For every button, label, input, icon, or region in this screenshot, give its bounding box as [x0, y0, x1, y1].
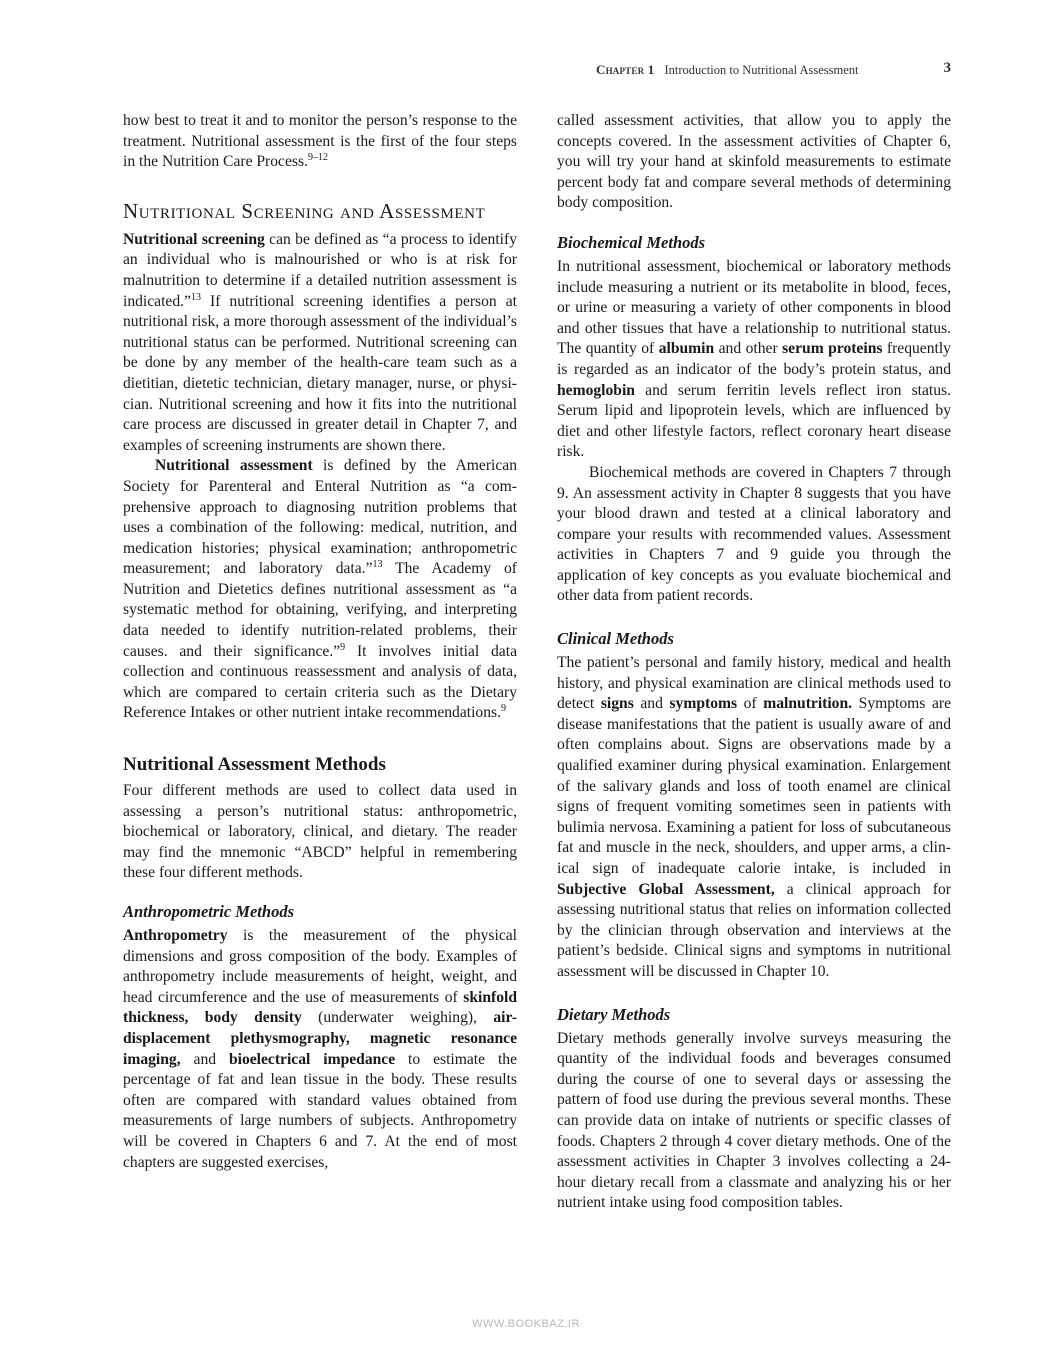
assessment-paragraph	[123, 456, 517, 724]
subheading-biochemical: Biochemical Methods	[557, 232, 706, 252]
chapter-title: Introduction to Nutritional Assessment	[664, 63, 859, 77]
chapter-label: Chapter 1	[596, 62, 655, 77]
dietary-paragraph: Dietary methods generally involve surveys measuring the quantity of the individual foods and beverages consumed during the course of one to several days or assessing the pattern of food use during the previous several months. These can provide data on intake of nutrients or specific classes of foods. Chapters 2 through 4 cover dietary methods. One of the assessment activities in Chapter 3 involves collecting a 24-hour dietary recall from a classmate and analyzing his or her nutrient intake using food composition tables.	[557, 1029, 951, 1212]
text-span: The patient’s personal and family history, medical and health history, and physical examination are clinical methods used to detect	[557, 654, 951, 713]
term-nutritional-screening: Nutritional screening	[123, 230, 265, 248]
text-span: and other	[714, 340, 783, 358]
subheading-anthropometric: Anthropometric Methods	[123, 902, 294, 921]
intro-paragraph	[123, 111, 517, 173]
clinical-paragraph	[557, 653, 951, 983]
text-span: In nutritional assessment, biochemical or laboratory methods include measuring a nutrient or its metabolite in blood, feces, or urine or measuring a variety of other components in blood and other tissues that have a relationship to nutritional status. The quantity of	[557, 257, 951, 358]
watermark-link[interactable]: WWW.BOOKBAZ.IR	[472, 1318, 580, 1330]
text-span: a clinical approach for assessing nutritional status that relies on information collected by the clinician through observation and interviews at the patient’s bedside. Clinical signs and symptoms in nutritional assessment will be discussed in Chapter 10.	[557, 880, 951, 980]
text-span: to estimate the percentage of fat and lean tissue in the body. These results often are compared with standard values obtained from measurements of large numbers of subjects. Anthropometry will be covered in Chapters 6 and 7. At the end of most chapters are suggested exercises,	[123, 1050, 517, 1171]
continued-paragraph: called assessment activities, that allow you to apply the concepts covered. In the assessment activities of Chapter 6, you will try your hand at skinfold measurements to estimate percent body fat and compare several methods of determining body composition.	[557, 112, 951, 212]
text-span: can be defined as “a process to identify an individual who is malnourished or who is at risk for malnutrition to determine if a detailed nutrition assessment is indicated.”	[123, 230, 517, 310]
text-span: (underwater weighing),	[301, 1009, 494, 1027]
term-albumin: albumin	[658, 340, 715, 358]
term-nutritional-assessment: Nutritional assessment	[155, 457, 313, 475]
left-column	[123, 111, 517, 1173]
text-span: and serum ferritin levels reflect iron status. Serum lipid and lipoprotein levels, which are influenced by diet and other lifestyle factors, reflect coronary heart disease risk.	[557, 381, 951, 461]
text-span: of	[737, 695, 764, 713]
term-plethysmography: air-displacement plethysmography, magnetic resonance imaging,	[123, 1009, 517, 1068]
citation-ref: 9–12	[307, 152, 328, 164]
text-span: The Academy of Nutrition and Dietetics defines nutritional assessment as “a systematic method for obtaining, verifying, and interpreting data needed to identify nutrition-related problems, their causes. and their significance.”	[123, 560, 517, 660]
term-hemoglobin: hemoglobin	[557, 381, 635, 399]
text-span: Symptoms are disease manifestations that the patient is usually aware of and often complains about. Signs are observations made by a qualified examiner during physical examination. Enlargement of the salivary glands and loss of tooth enamel are clinical signs of frequent vomiting sometimes seen in patients with bulimia nervosa. Examining a patient for loss of subcutaneous fat and muscle in the neck, shoulders, and upper arms, a clinical sign of inadequate calorie intake, is included in	[557, 695, 952, 877]
biochemical-paragraph-2: Biochemical methods are covered in Chapters 7 through 9. An assessment activity in Chapter 8 suggests that you have your blood drawn and tested at a clinical laboratory and compare your results with recommended values. Assessment activities in Chapters 7 and 9 guide you through the application of key concepts as you evaluate biochemical and other data from patient records.	[557, 463, 951, 605]
text-span: and	[633, 695, 670, 713]
term-sga: Subjective Global Assessment,	[557, 880, 775, 898]
subheading-dietary: Dietary Methods	[557, 1004, 671, 1024]
text-span: and	[180, 1050, 229, 1068]
citation-ref: 9	[501, 703, 506, 715]
text-span: frequently is regarded as an indicator of the body’s protein status, and	[557, 340, 951, 378]
subheading-clinical: Clinical Methods	[557, 629, 674, 649]
methods-paragraph: Four different methods are used to collect data used in assessing a person’s nutritional status: anthropometric, biochemical or laboratory, clinical, and dietary. The reader may find the mnemonic “ABCD” helpful in remembering these four different methods.	[123, 782, 517, 882]
page-number: 3	[943, 60, 951, 76]
term-bioelectrical: bioelectrical impedance	[228, 1050, 396, 1068]
term-symptoms: symptoms	[669, 695, 738, 713]
term-skinfold: skinfold thickness, body density	[123, 988, 517, 1027]
text-span: is the measurement of the physical dimensions and gross composition of the body. Examples of anthropometry include measurements of height, weight, and head circumference and the use of measurements of	[123, 927, 517, 1006]
text-span: It involves initial data collection and continuous reassessment and analysis of data, which are compared to certain criteria such as the Dietary Reference Intakes or other nutrient intake recommendations.	[123, 642, 517, 722]
term-serum-proteins: serum proteins	[782, 340, 883, 358]
term-signs: signs	[600, 695, 634, 713]
term-malnutrition: malnutrition.	[763, 695, 853, 713]
citation-ref: 13	[190, 291, 201, 303]
biochemical-paragraph	[557, 257, 951, 463]
citation-ref: 9	[340, 641, 346, 653]
intro-text: how best to treat it and to monitor the person’s response to the treatment. Nutritional assessment is the first of the four steps in the Nutrition Care Process.	[123, 112, 517, 171]
term-anthropometry: Anthropometry	[123, 927, 228, 944]
citation-ref: 13	[372, 559, 383, 571]
screening-paragraph	[123, 230, 517, 457]
text-span: is defined by the American Society for Parenteral and Enteral Nutrition as “a comprehensive approach to diagnosing nutrition problems that uses a combination of the following: medical, nutrition, and medication histories; physical examination; anthropometric measurement; and laboratory data.”	[123, 457, 517, 578]
right-column	[557, 111, 951, 1214]
section-heading-methods: Nutritional Assessment Methods	[123, 754, 386, 776]
running-head	[596, 61, 951, 79]
anthropometry-paragraph	[123, 926, 517, 1173]
section-heading-screening: Nutritional Screening and Assessment	[123, 198, 486, 223]
text-span: If nutritional screening identifies a person at nutritional risk, a more thorough assessment of the individual’s nutritional status can be performed. Nutritional screening can be done by any member of the health-care team such as a dietitian, dietetic technician, dietary manager, nurse, or physician. Nutritional screening and how it fits into the nutritional care process are discussed in greater detail in Chapter 7, and examples of screening instruments are shown there.	[123, 292, 517, 454]
